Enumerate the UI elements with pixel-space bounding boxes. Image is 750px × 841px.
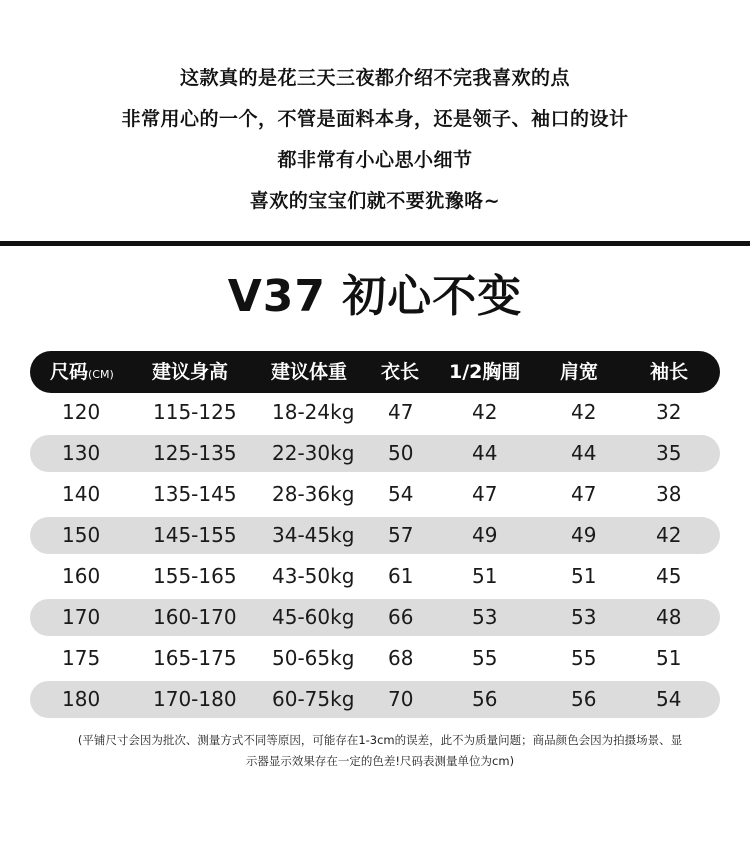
cell-size: 130 [62, 441, 101, 465]
section-divider [0, 241, 750, 246]
cell-shoulder: 53 [571, 605, 597, 629]
cell-shoulder: 42 [571, 400, 597, 424]
cell-length: 50 [388, 441, 414, 465]
cell-height: 170-180 [153, 687, 237, 711]
header-length: 衣长 [381, 361, 420, 383]
row-stripe [30, 435, 720, 472]
table-row [30, 679, 720, 720]
table-row [30, 474, 720, 515]
cell-size: 120 [62, 400, 101, 424]
header-weight: 建议体重 [271, 361, 348, 383]
header-chest: 1/2胸围 [449, 361, 521, 383]
table-row [30, 556, 720, 597]
row-stripe [30, 599, 720, 636]
size-table [30, 351, 720, 720]
cell-weight: 34-45kg [272, 523, 355, 547]
cell-height: 155-165 [153, 564, 237, 588]
cell-length: 57 [388, 523, 414, 547]
cell-length: 68 [388, 646, 414, 670]
cell-shoulder: 49 [571, 523, 597, 547]
cell-weight: 60-75kg [272, 687, 355, 711]
measurement-note [40, 730, 720, 772]
header-bar [30, 351, 720, 393]
cell-length: 54 [388, 482, 414, 506]
cell-chest: 53 [472, 605, 498, 629]
cell-weight: 45-60kg [272, 605, 355, 629]
note-line-2: 示器显示效果存在一定的色差!尺码表测量单位为cm) [245, 754, 515, 768]
cell-size: 150 [62, 523, 101, 547]
table-row [30, 597, 720, 638]
table-row [30, 515, 720, 556]
cell-chest: 56 [472, 687, 498, 711]
cell-size: 175 [62, 646, 101, 670]
cell-shoulder: 51 [571, 564, 597, 588]
cell-chest: 44 [472, 441, 498, 465]
cell-size: 180 [62, 687, 101, 711]
cell-shoulder: 56 [571, 687, 597, 711]
cell-size: 170 [62, 605, 101, 629]
cell-height: 145-155 [153, 523, 237, 547]
table-row [30, 392, 720, 433]
intro-text [0, 58, 750, 222]
header-size [50, 351, 114, 393]
size-table-header [30, 351, 720, 392]
cell-sleeve: 48 [656, 605, 682, 629]
cell-weight: 43-50kg [272, 564, 355, 588]
cell-weight: 22-30kg [272, 441, 355, 465]
row-stripe [30, 517, 720, 554]
intro-line-3: 都非常有小心思小细节 [277, 149, 473, 171]
cell-height: 115-125 [153, 400, 237, 424]
header-shoulder: 肩宽 [560, 361, 599, 383]
intro-line-1: 这款真的是花三天三夜都介绍不完我喜欢的点 [179, 67, 570, 89]
cell-chest: 51 [472, 564, 498, 588]
cell-height: 135-145 [153, 482, 237, 506]
cell-chest: 49 [472, 523, 498, 547]
cell-sleeve: 54 [656, 687, 682, 711]
header-height: 建议身高 [152, 361, 229, 383]
cell-weight: 18-24kg [272, 400, 355, 424]
cell-height: 125-135 [153, 441, 237, 465]
cell-chest: 42 [472, 400, 498, 424]
cell-height: 165-175 [153, 646, 237, 670]
cell-size: 160 [62, 564, 101, 588]
cell-sleeve: 35 [656, 441, 682, 465]
intro-line-4: 喜欢的宝宝们就不要犹豫咯~ [249, 190, 501, 212]
cell-shoulder: 44 [571, 441, 597, 465]
cell-sleeve: 51 [656, 646, 682, 670]
cell-height: 160-170 [153, 605, 237, 629]
cell-sleeve: 42 [656, 523, 682, 547]
table-row [30, 433, 720, 474]
header-sleeve: 袖长 [650, 361, 689, 383]
cell-size: 140 [62, 482, 101, 506]
cell-weight: 50-65kg [272, 646, 355, 670]
page-title: V37 初心不变 [227, 271, 523, 322]
cell-weight: 28-36kg [272, 482, 355, 506]
cell-shoulder: 47 [571, 482, 597, 506]
cell-length: 66 [388, 605, 414, 629]
cell-sleeve: 32 [656, 400, 682, 424]
cell-length: 61 [388, 564, 414, 588]
cell-length: 70 [388, 687, 414, 711]
intro-line-2: 非常用心的一个，不管是面料本身，还是领子、袖口的设计 [121, 108, 629, 130]
cell-chest: 47 [472, 482, 498, 506]
table-row [30, 638, 720, 679]
row-stripe [30, 681, 720, 718]
cell-chest: 55 [472, 646, 498, 670]
cell-sleeve: 45 [656, 564, 682, 588]
note-line-1: (平铺尺寸会因为批次、测量方式不同等原因，可能存在1-3cm的误差，此不为质量问题；商品颜色会因为拍摄场景、显 [77, 733, 683, 747]
cell-length: 47 [388, 400, 414, 424]
cell-shoulder: 55 [571, 646, 597, 670]
cell-sleeve: 38 [656, 482, 682, 506]
header-size-unit: (CM) [88, 368, 114, 381]
header-size-label: 尺码 [50, 361, 89, 383]
